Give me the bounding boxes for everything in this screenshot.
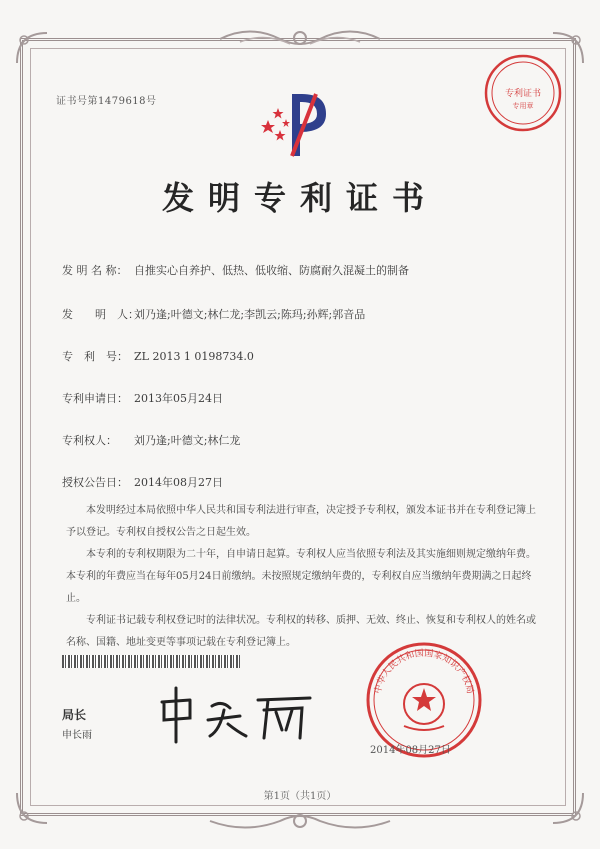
inventor-field bbox=[62, 306, 365, 322]
director-title: 局长 bbox=[62, 708, 87, 722]
field-label: 发 明 人： bbox=[62, 308, 139, 321]
field-value: 2013年05月24日 bbox=[134, 392, 223, 405]
invention-name-field bbox=[62, 262, 409, 278]
field-value: 刘乃逢;叶德文;林仁龙 bbox=[134, 434, 241, 447]
field-label: 专利权人： bbox=[62, 434, 117, 447]
corner-ornament-tl bbox=[12, 28, 52, 68]
director-name-label: 申长雨 bbox=[62, 730, 92, 741]
bottom-ornament bbox=[200, 806, 400, 836]
svg-text:中华人民共和国国家知识产权局: 中华人民共和国国家知识产权局 bbox=[373, 648, 475, 695]
page-title: 发明专利证书 bbox=[161, 179, 438, 217]
director-signature bbox=[150, 680, 320, 750]
field-value: 2014年08月27日 bbox=[134, 476, 223, 489]
body-paragraph: 本发明经过本局依照中华人民共和国专利法进行审查，决定授予专利权，颁发本证书并在专利登记簿上予以登记。专利权自授权公告之日起生效。 bbox=[66, 505, 536, 538]
field-label: 专 利 号： bbox=[62, 350, 128, 363]
certificate-number: 证书号第1479618号 bbox=[56, 96, 157, 107]
body-paragraph: 专利证书记载专利权登记时的法律状况。专利权的转移、质押、无效、终止、恢复和专利权人的姓名或名称、国籍、地址变更等事项记载在专利登记簿上。 bbox=[66, 615, 536, 648]
field-value: 刘乃逢;叶德文;林仁龙;李凯云;陈玛;孙辉;郭音品 bbox=[134, 308, 366, 321]
body-paragraph: 本专利的专利权期限为二十年，自申请日起算。专利权人应当依照专利法及其实施细则规定缴纳年费。本专利的年费应当在每年05月24日前缴纳。未按照规定缴纳年费的，专利权自应当缴纳年费期满之日起终止。 bbox=[66, 549, 536, 604]
svg-text:专用章: 专用章 bbox=[512, 102, 534, 110]
patent-seal-stamp bbox=[482, 52, 564, 134]
patent-office-emblem-icon bbox=[256, 86, 352, 162]
patent-number-field bbox=[62, 348, 254, 364]
field-label: 发 明 名 称： bbox=[62, 264, 128, 277]
page-number: 第1页（共1页） bbox=[263, 791, 337, 802]
grant-date-field bbox=[62, 474, 223, 490]
patentee-field bbox=[62, 432, 240, 448]
seal-date: 2014年08月27日 bbox=[370, 745, 451, 756]
field-value: 自推实心自养护、低热、低收缩、防腐耐久混凝土的制备 bbox=[134, 264, 409, 277]
field-value: ZL 2013 1 0198734.0 bbox=[134, 350, 254, 363]
top-ornament bbox=[210, 24, 390, 54]
field-label: 专利申请日： bbox=[62, 392, 128, 405]
field-label: 授权公告日： bbox=[62, 476, 128, 489]
svg-text:专利证书: 专利证书 bbox=[504, 89, 542, 99]
filing-date-field bbox=[62, 390, 223, 406]
certificate-body bbox=[66, 500, 538, 654]
barcode bbox=[62, 655, 240, 668]
